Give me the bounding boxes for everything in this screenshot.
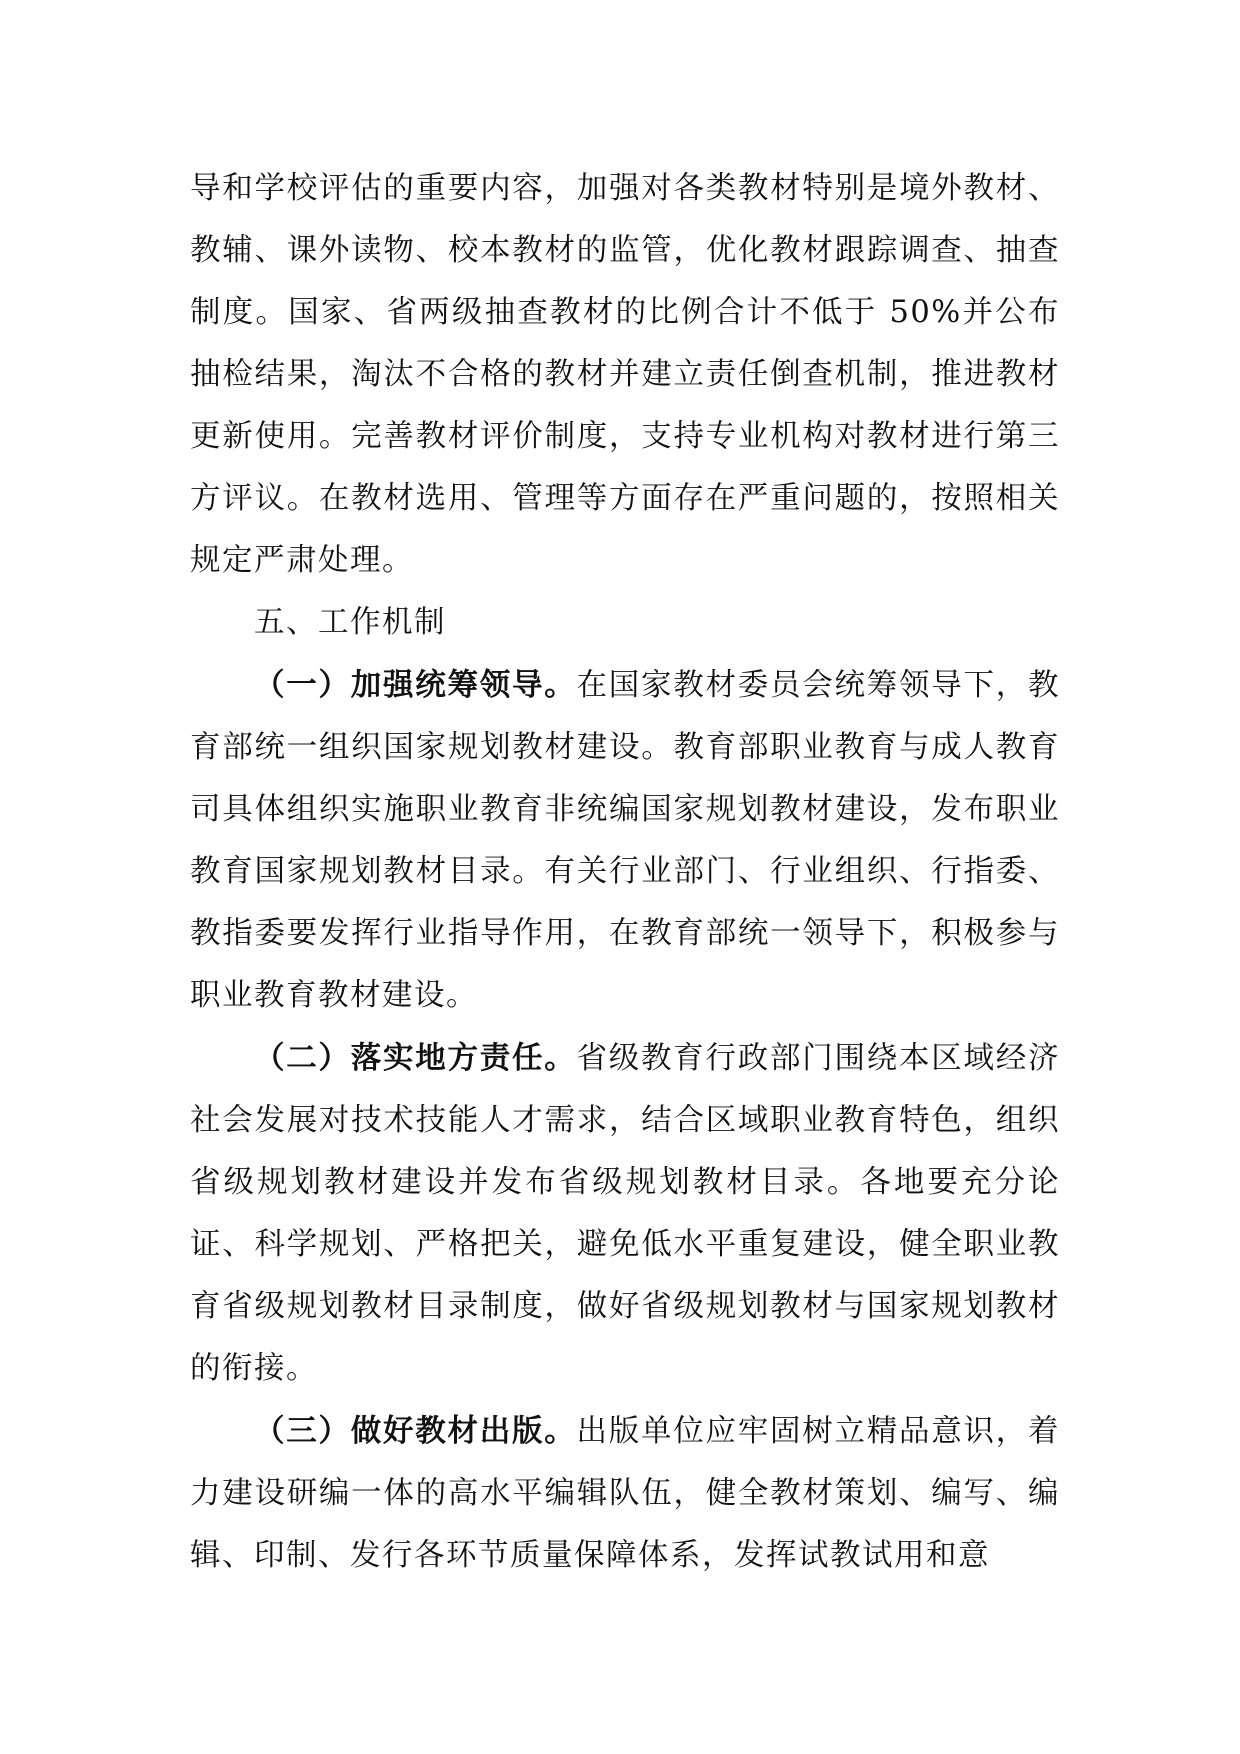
item-text-1: 在国家教材委员会统筹领导下，教育部统一组织国家规划教材建设。教育部职业教育与成人教育司具体组织实施职业教育非统编国家规划教材建设，发布职业教育国家规划教材目录。有关行业部门、行业组织、行指委、教指委要发挥行业指导作用，在教育部统一领导下，积极参与职业教育教材建设。 xyxy=(190,668,1060,1013)
item-lead-2: （二）落实地方责任。 xyxy=(254,1040,577,1076)
item-text-2: 省级教育行政部门围绕本区域经济社会发展对技术技能人才需求，结合区域职业教育特色，组织省级规划教材建设并发布省级规划教材目录。各地要充分论证、科学规划、严格把关，避免低水平重复建设，健全职业教育省级规划教材目录制度，做好省级规划教材与国家规划教材的衔接。 xyxy=(190,1041,1060,1386)
item-text-3: 出版单位应牢固树立精品意识，着力建设研编一体的高水平编辑队伍，健全教材策划、编写、编辑、印制、发行各环节质量保障体系，发挥试教试用和意 xyxy=(190,1414,1060,1573)
item-paragraph-1 xyxy=(190,654,1060,1027)
paragraph-continuation: 导和学校评估的重要内容，加强对各类教材特别是境外教材、教辅、课外读物、校本教材的监管，优化教材跟踪调查、抽查制度。国家、省两级抽查教材的比例合计不低于 50%并公布抽检结果，淘汰不合格的教材并建立责任倒查机制，推进教材更新使用。完善教材评价制度，支持专业机构对教材进行第三方评议。在教材选用、管理等方面存在严重问题的，按照相关规定严肃处理。 xyxy=(190,171,1060,578)
document-body xyxy=(190,158,1060,1587)
item-lead-1: （一）加强统筹领导。 xyxy=(254,667,577,703)
item-paragraph-3 xyxy=(190,1400,1060,1587)
section-heading: 五、工作机制 xyxy=(254,605,446,640)
item-lead-3: （三）做好教材出版。 xyxy=(254,1413,577,1449)
item-paragraph-2 xyxy=(190,1027,1060,1400)
